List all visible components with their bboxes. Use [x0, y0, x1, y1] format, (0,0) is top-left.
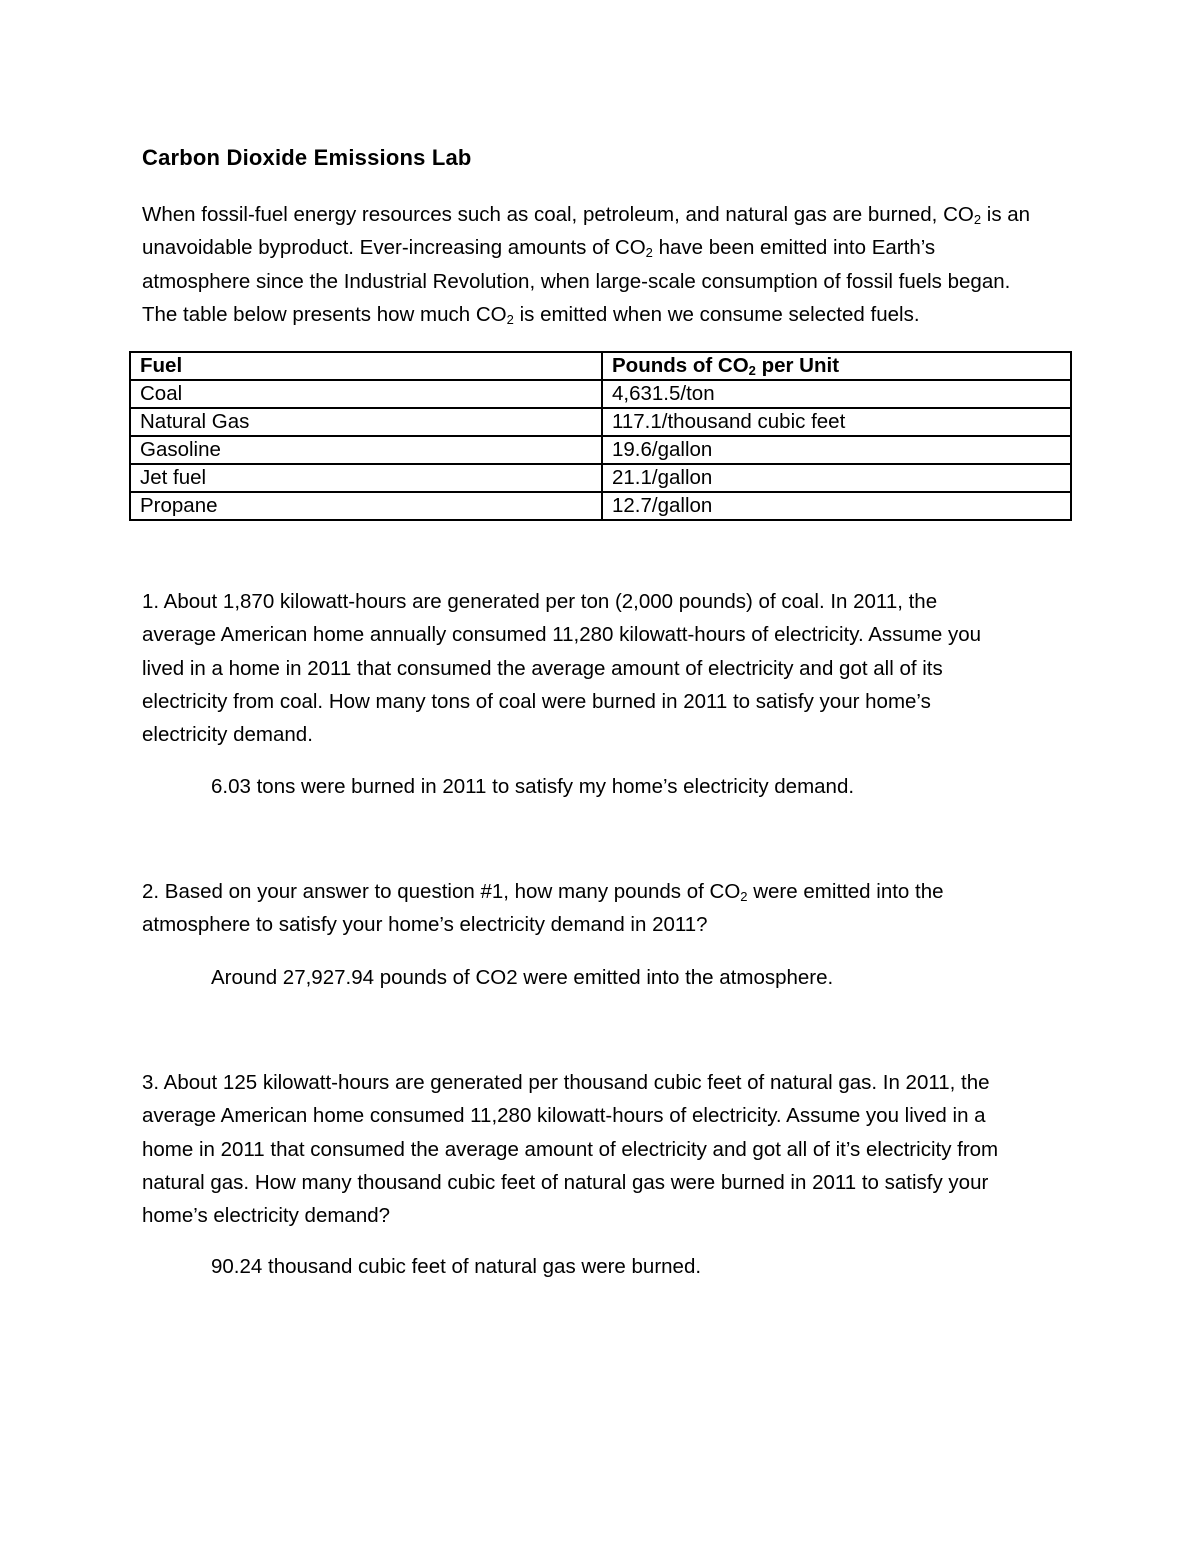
value-cell: 117.1/thousand cubic feet — [602, 408, 1071, 436]
fuel-cell: Gasoline — [130, 436, 602, 464]
header-pounds: Pounds of $CO_2$ per Unit — [602, 352, 1071, 380]
header-fuel: Fuel — [130, 352, 602, 380]
question-1: 1. About 1,870 kilowatt-hours are generated per ton (2,000 pounds) of coal. In 2011, the average American home annually consumed 11,280 kilowatt-hours of electricity. Assume you lived in a home in 2011 that consumed the average amount of electricity and got all of its electricity from coal. How many tons of coal were burned in 2011 to satisfy your home’s electricity demand. — [142, 590, 982, 747]
fuel-cell: Natural Gas — [130, 408, 602, 436]
table-header-row — [130, 352, 1071, 380]
intro-line: The table below presents how much $CO_2$ is emitted when we consume selected fuels. — [142, 302, 920, 327]
fuel-cell: Propane — [130, 492, 602, 520]
intro-line: atmosphere since the Industrial Revolution, when large-scale consumption of fossil fuels began. — [142, 269, 1011, 293]
table-row — [130, 408, 1071, 436]
intro-line: unavoidable byproduct. Ever-increasing amounts of $CO_2$ have been emitted into Earth’s — [142, 236, 936, 261]
table-row — [130, 464, 1071, 492]
answer-2: Around 27,927.94 pounds of CO2 were emitted into the atmosphere. — [211, 966, 834, 989]
table-row — [130, 380, 1071, 408]
page-title: Carbon Dioxide Emissions Lab — [142, 145, 472, 170]
fuel-cell: Coal — [130, 380, 602, 408]
value-cell: 19.6/gallon — [602, 436, 1071, 464]
question-3: 3. About 125 kilowatt-hours are generated per thousand cubic feet of natural gas. In 2011, the average American home consumed 11,280 kilowatt-hours of electricity. Assume you lived in a home in 2011 that consumed the average amount of electricity and got all of it’s electricity from natural gas. How many thousand cubic feet of natural gas were burned in 2011 to satisfy your home’s electricity demand? — [142, 1071, 999, 1228]
value-cell: 12.7/gallon — [602, 492, 1071, 520]
value-cell: 21.1/gallon — [602, 464, 1071, 492]
fuel-cell: Jet fuel — [130, 464, 602, 492]
intro-paragraph — [142, 198, 1102, 331]
value-cell: 4,631.5/ton — [602, 380, 1071, 408]
table-row — [130, 492, 1071, 520]
fuel-emissions-table — [129, 351, 1072, 521]
question-2: 2. Based on your answer to question #1, how many pounds of $CO_2$ were emitted into the atmosphere to satisfy your home’s electricity demand in 2011? — [142, 880, 944, 937]
answer-1: 6.03 tons were burned in 2011 to satisfy my home’s electricity demand. — [211, 775, 855, 798]
answer-3: 90.24 thousand cubic feet of natural gas were burned. — [211, 1255, 702, 1278]
table-row — [130, 436, 1071, 464]
intro-line: When fossil-fuel energy resources such as coal, petroleum, and natural gas are burned, $CO_2$ is an — [142, 203, 1031, 227]
